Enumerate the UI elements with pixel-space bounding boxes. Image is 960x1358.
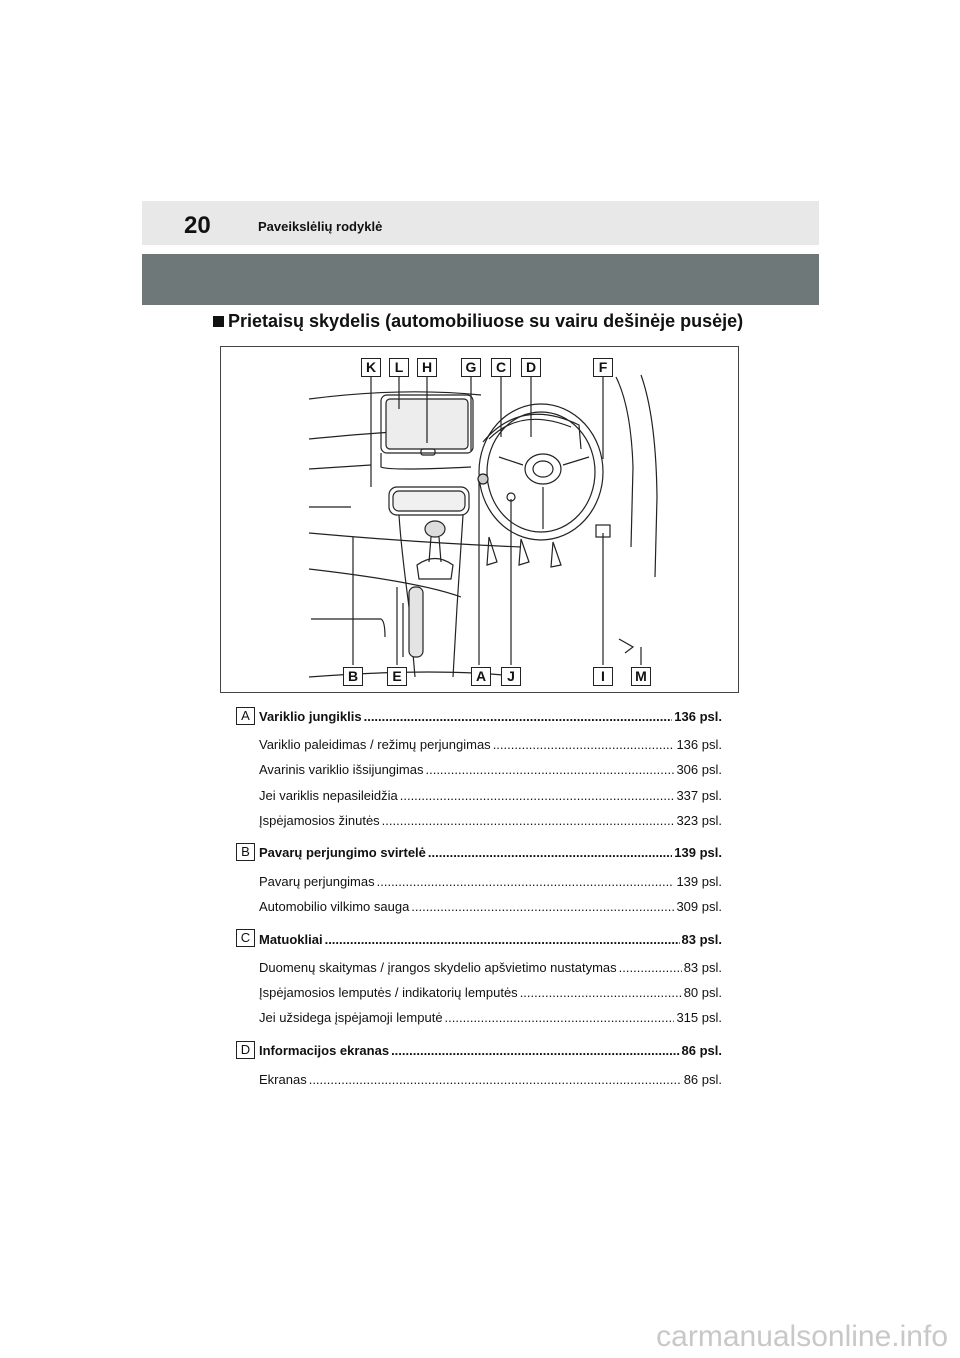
sub-entry-text: Jei variklis nepasileidžia bbox=[259, 788, 398, 803]
entry-title[interactable] bbox=[259, 932, 722, 947]
entry-title-text: Pavarų perjungimo svirtelė bbox=[259, 845, 426, 860]
header-bar bbox=[142, 201, 819, 245]
leader-dots bbox=[520, 985, 682, 1000]
watermark: carmanualsonline.info bbox=[656, 1320, 948, 1353]
page-ref: 139 psl. bbox=[674, 845, 722, 860]
callout-e: E bbox=[387, 667, 407, 686]
page-number: 20 bbox=[184, 212, 211, 239]
key-label-d: D bbox=[236, 1041, 255, 1059]
sub-entry[interactable] bbox=[259, 985, 722, 1000]
page-ref: 136 psl. bbox=[674, 709, 722, 724]
page-ref: 306 psl. bbox=[676, 762, 722, 777]
leader-dots bbox=[400, 788, 675, 803]
key-label-c: C bbox=[236, 929, 255, 947]
dashboard-drawing bbox=[221, 347, 740, 694]
sub-entry-text: Variklio paleidimas / režimų perjungimas bbox=[259, 737, 491, 752]
sub-entry[interactable] bbox=[259, 899, 722, 914]
leader-dots bbox=[428, 845, 672, 860]
section-title-text: Prietaisų skydelis (automobiliuose su vairu dešinėje pusėje) bbox=[228, 311, 744, 331]
callout-m: M bbox=[631, 667, 651, 686]
leader-dots bbox=[411, 899, 674, 914]
sub-entry[interactable] bbox=[259, 762, 722, 777]
sub-entry[interactable] bbox=[259, 788, 722, 803]
header-title: Paveikslėlių rodyklė bbox=[258, 219, 383, 234]
leader-dots bbox=[493, 737, 675, 752]
sub-entry[interactable] bbox=[259, 1072, 722, 1087]
page-ref: 86 psl. bbox=[681, 1043, 722, 1058]
page-ref: 136 psl. bbox=[676, 737, 722, 752]
sub-entry[interactable] bbox=[259, 813, 722, 828]
callout-i: I bbox=[593, 667, 613, 686]
sub-entry-text: Avarinis variklio išsijungimas bbox=[259, 762, 424, 777]
sub-entry[interactable] bbox=[259, 737, 722, 752]
sub-entry-text: Įspėjamosios žinutės bbox=[259, 813, 380, 828]
page-ref: 139 psl. bbox=[676, 874, 722, 889]
sub-entry-text: Jei užsidega įspėjamoji lemputė bbox=[259, 1010, 443, 1025]
entry-title-text: Matuokliai bbox=[259, 932, 323, 947]
key-label-a: A bbox=[236, 707, 255, 725]
entry-title[interactable] bbox=[259, 845, 722, 860]
callout-c: C bbox=[491, 358, 511, 377]
page-ref: 80 psl. bbox=[683, 985, 722, 1000]
leader-dots bbox=[425, 762, 674, 777]
page-ref: 83 psl. bbox=[683, 960, 722, 975]
page-ref: 315 psl. bbox=[676, 1010, 722, 1025]
section-banner bbox=[142, 254, 819, 305]
page-ref: 309 psl. bbox=[676, 899, 722, 914]
square-bullet-icon bbox=[213, 316, 224, 327]
section-title bbox=[213, 311, 743, 332]
callout-f: F bbox=[593, 358, 613, 377]
leader-dots bbox=[377, 874, 675, 889]
sub-entry[interactable] bbox=[259, 960, 722, 975]
page-ref: 323 psl. bbox=[676, 813, 722, 828]
callout-g: G bbox=[461, 358, 481, 377]
callout-l: L bbox=[389, 358, 409, 377]
callout-k: K bbox=[361, 358, 381, 377]
callout-j: J bbox=[501, 667, 521, 686]
leader-dots bbox=[445, 1010, 675, 1025]
dashboard-illustration bbox=[220, 346, 739, 693]
leader-dots bbox=[364, 709, 673, 724]
page-ref: 337 psl. bbox=[676, 788, 722, 803]
sub-entry[interactable] bbox=[259, 874, 722, 889]
callout-a: A bbox=[471, 667, 491, 686]
page-ref: 86 psl. bbox=[683, 1072, 722, 1087]
key-label-b: B bbox=[236, 843, 255, 861]
sub-entry-text: Duomenų skaitymas / įrangos skydelio apšvietimo nustatymas bbox=[259, 960, 617, 975]
sub-entry-text: Pavarų perjungimas bbox=[259, 874, 375, 889]
callout-d: D bbox=[521, 358, 541, 377]
callout-b: B bbox=[343, 667, 363, 686]
leader-dots bbox=[309, 1072, 682, 1087]
page-ref: 83 psl. bbox=[681, 932, 722, 947]
sub-entry-text: Automobilio vilkimo sauga bbox=[259, 899, 410, 914]
leader-dots bbox=[325, 932, 680, 947]
callout-h: H bbox=[417, 358, 437, 377]
leader-dots bbox=[619, 960, 682, 975]
sub-entry[interactable] bbox=[259, 1010, 722, 1025]
entry-title-text: Informacijos ekranas bbox=[259, 1043, 390, 1058]
sub-entry-text: Įspėjamosios lemputės / indikatorių lemputės bbox=[259, 985, 518, 1000]
leader-dots bbox=[382, 813, 675, 828]
sub-entry-text: Ekranas bbox=[259, 1072, 307, 1087]
entry-title[interactable] bbox=[259, 1043, 722, 1058]
leader-dots bbox=[391, 1043, 679, 1058]
entry-title-text: Variklio jungiklis bbox=[259, 709, 362, 724]
entry-title[interactable] bbox=[259, 709, 722, 724]
